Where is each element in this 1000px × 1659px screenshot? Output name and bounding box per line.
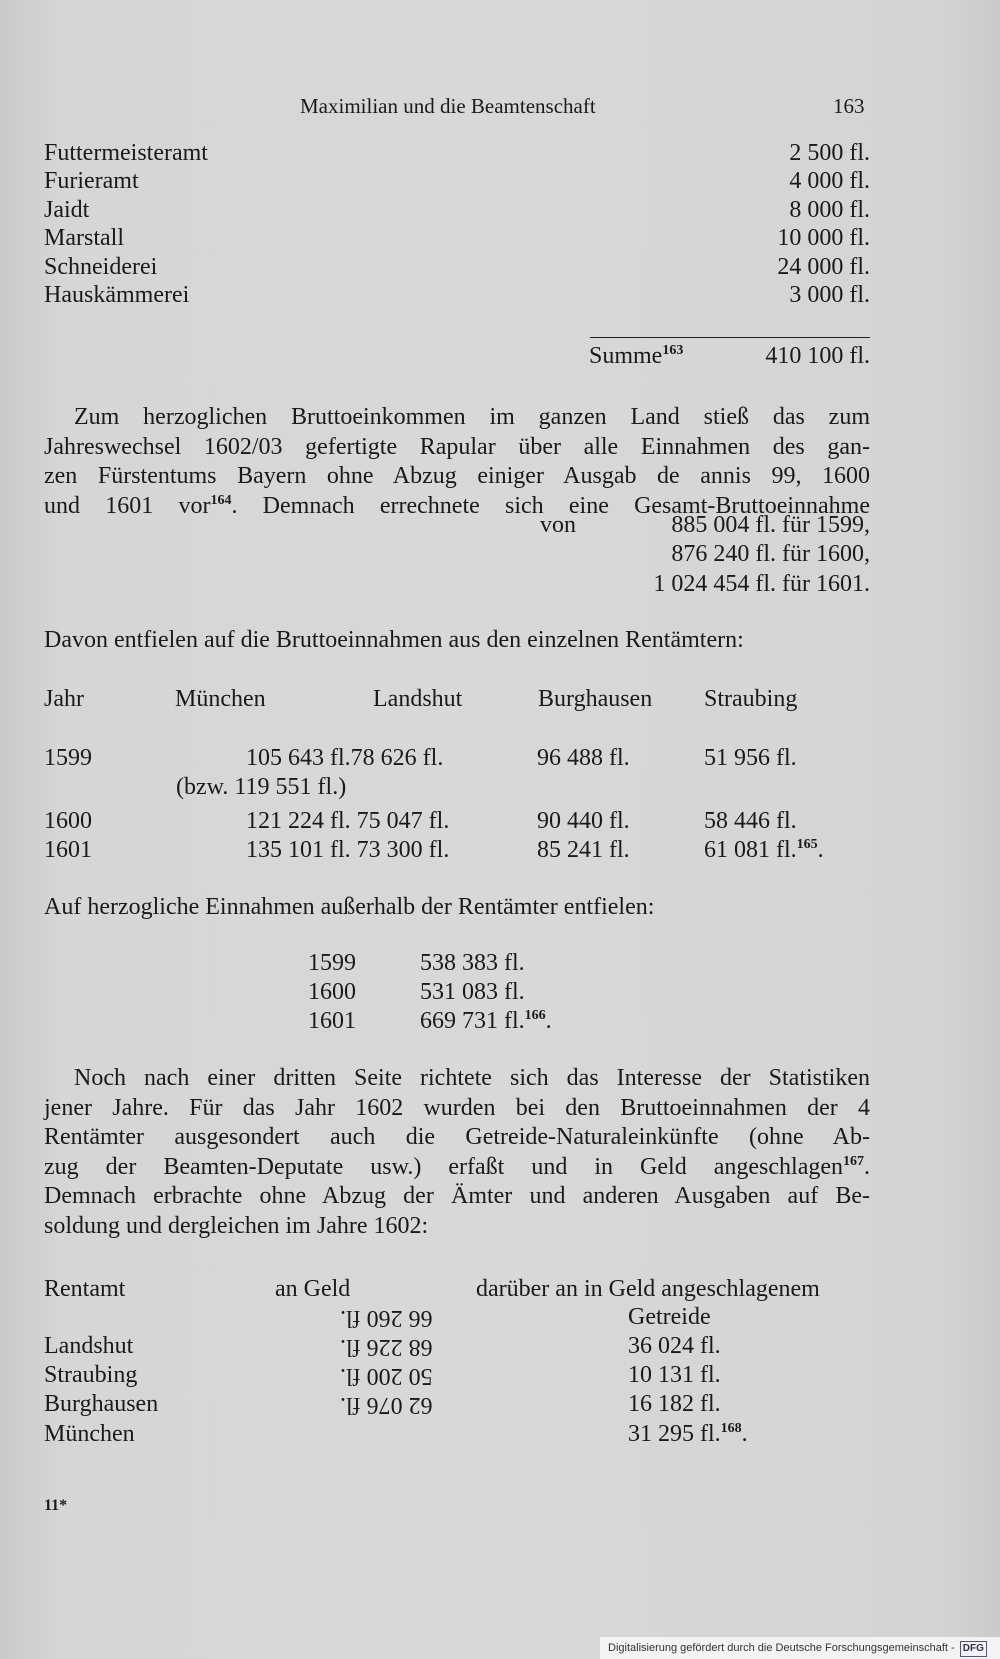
sum-label: Summe$^{163}$ xyxy=(589,343,684,369)
paragraph-grain xyxy=(44,1064,870,1241)
col-header-getreide: Getreide xyxy=(628,1304,711,1330)
office-name: Hauskämmerei xyxy=(44,282,190,308)
total-1599: 885 004 fl. für 1599, xyxy=(671,512,870,538)
office-amount: 4 000 fl. xyxy=(789,168,870,194)
outside-year: 1601 xyxy=(308,1008,356,1034)
getreide-value: 16 182 fl. xyxy=(628,1391,721,1417)
getreide-value: 10 131 fl. xyxy=(628,1362,721,1388)
col-header-burghausen: Burghausen xyxy=(538,686,653,712)
footnote-ref: 167 xyxy=(843,1153,864,1169)
str-1600: 58 446 fl. xyxy=(704,808,797,834)
geld-muenchen-inverted: 66 260 fl. xyxy=(340,1305,433,1331)
text-line: jener Jahre. Für das Jahr 1602 wurden bei den Bruttoeinnahmen der 4 xyxy=(44,1094,870,1121)
text-line: Demnach erbrachte ohne Abzug der Ämter und anderen Ausgaben auf Be- xyxy=(44,1183,870,1209)
office-amount: 2 500 fl. xyxy=(789,140,870,166)
rent-intro: Davon entfielen auf die Bruttoeinnahmen aus den einzelnen Rentämtern: xyxy=(44,627,744,653)
bur-1599: 96 488 fl. xyxy=(537,745,630,771)
office-name: Schneiderei xyxy=(44,254,158,280)
outside-amount: 531 083 fl. xyxy=(420,979,525,1005)
outside-intro: Auf herzogliche Einnahmen außerhalb der Rentämter entfielen: xyxy=(44,894,655,920)
sum-amount: 410 100 fl. xyxy=(765,343,870,369)
bur-1600: 90 440 fl. xyxy=(537,808,630,834)
col-header-geld: an Geld xyxy=(275,1276,351,1302)
rentamt-name: Burghausen xyxy=(44,1391,159,1417)
signature-mark: 11* xyxy=(44,1497,68,1514)
text-line: soldung und dergleichen im Jahre 1602: xyxy=(44,1212,429,1239)
muc-lan-1599: 105 643 fl.78 626 fl. xyxy=(246,745,444,771)
dfg-logo: DFG xyxy=(960,1641,987,1657)
office-row xyxy=(44,225,870,255)
rentamt-name: München xyxy=(44,1421,135,1447)
office-amount: 10 000 fl. xyxy=(777,225,870,251)
sum-rule xyxy=(590,337,870,338)
office-name: Futtermeisteramt xyxy=(44,140,208,166)
muc-lan-1601: 135 101 fl. 73 300 fl. xyxy=(246,837,450,863)
year-1599: 1599 xyxy=(44,745,92,771)
page-number: 163 xyxy=(833,94,865,118)
str-1601: 61 081 fl.$^{165}$. xyxy=(704,837,824,863)
office-name: Jaidt xyxy=(44,197,90,223)
office-row xyxy=(44,197,870,227)
office-name: Marstall xyxy=(44,225,124,251)
rentamt-name: Straubing xyxy=(44,1362,138,1388)
geld-value-inverted: 68 226 fl. xyxy=(340,1334,433,1360)
getreide-value: 31 295 fl.$^{168}$. xyxy=(628,1421,748,1447)
rentamt-name: Landshut xyxy=(44,1333,134,1359)
total-1600: 876 240 fl. für 1600, xyxy=(671,541,870,567)
sum-row xyxy=(44,343,870,373)
str-1599: 51 956 fl. xyxy=(704,745,797,771)
bur-1601: 85 241 fl. xyxy=(537,837,630,863)
text-line: Noch nach einer dritten Seite richtete sich das Interesse der Statistiken xyxy=(74,1065,870,1091)
footnote-ref: 166 xyxy=(524,1008,546,1023)
office-amount: 3 000 fl. xyxy=(789,282,870,308)
col-header-straubing: Straubing xyxy=(704,686,798,712)
office-amount: 8 000 fl. xyxy=(789,197,870,223)
footnote-ref: 168 xyxy=(720,1421,742,1436)
col-header-muenchen: München xyxy=(175,686,266,712)
col-header-landshut: Landshut xyxy=(373,686,463,712)
col-header-jahr: Jahr xyxy=(44,686,84,712)
text-line: zen Fürstentums Bayern ohne Abzug einiger Ausgab de annis 99, 1600 xyxy=(44,463,870,489)
col-header-rentamt: Rentamt xyxy=(44,1276,126,1302)
text-line: und 1601 vor$^{164}$. Demnach errechnete sich eine Gesamt-Bruttoeinnahme xyxy=(44,492,871,519)
text-line: Zum herzoglichen Bruttoeinkommen im ganzen Land stieß das zum xyxy=(74,404,870,430)
office-row xyxy=(44,140,870,170)
total-1601: 1 024 454 fl. für 1601. xyxy=(653,571,870,597)
office-row xyxy=(44,254,870,284)
footnote-ref: 164 xyxy=(210,492,232,508)
totals-von: von xyxy=(540,512,576,538)
office-name: Furieramt xyxy=(44,168,139,194)
year-1601: 1601 xyxy=(44,837,92,863)
paragraph-income xyxy=(44,403,870,521)
credit-bar xyxy=(600,1637,1000,1659)
footnote-ref: 163 xyxy=(662,343,684,358)
muc-lan-1600: 121 224 fl. 75 047 fl. xyxy=(246,808,450,834)
office-row xyxy=(44,282,870,312)
year-1600: 1600 xyxy=(44,808,92,834)
text-line: Jahreswechsel 1602/03 gefertigte Rapular über alle Einnahmen des gan- xyxy=(44,433,870,460)
footnote-ref: 165 xyxy=(796,837,818,852)
outside-amount: 538 383 fl. xyxy=(420,950,525,976)
credit-text: Digitalisierung gefördert durch die Deutsche Forschungsgemeinschaft - xyxy=(608,1642,955,1654)
geld-value-inverted: 62 076 fl. xyxy=(340,1392,433,1418)
office-row xyxy=(44,168,870,198)
outside-year: 1600 xyxy=(308,979,356,1005)
geld-value-inverted: 50 200 fl. xyxy=(340,1363,433,1389)
outside-year: 1599 xyxy=(308,950,356,976)
text-line: Rentämter ausgesondert auch die Getreide-Naturaleinkünfte (ohne Ab- xyxy=(44,1124,870,1150)
running-title: Maximilian und die Beamtenschaft xyxy=(300,94,596,118)
getreide-value: 36 024 fl. xyxy=(628,1333,721,1359)
text-line: zug der Beamten-Deputate usw.) erfaßt und in Geld angeschlagen$^{167}$. xyxy=(44,1153,870,1180)
outside-amount: 669 731 fl.$^{166}$. xyxy=(420,1008,552,1034)
office-amount: 24 000 fl. xyxy=(777,254,870,280)
muc-alt-1599: (bzw. 119 551 fl.) xyxy=(176,774,347,800)
col-header-darueber: darüber an in Geld angeschlagenem xyxy=(476,1276,820,1302)
